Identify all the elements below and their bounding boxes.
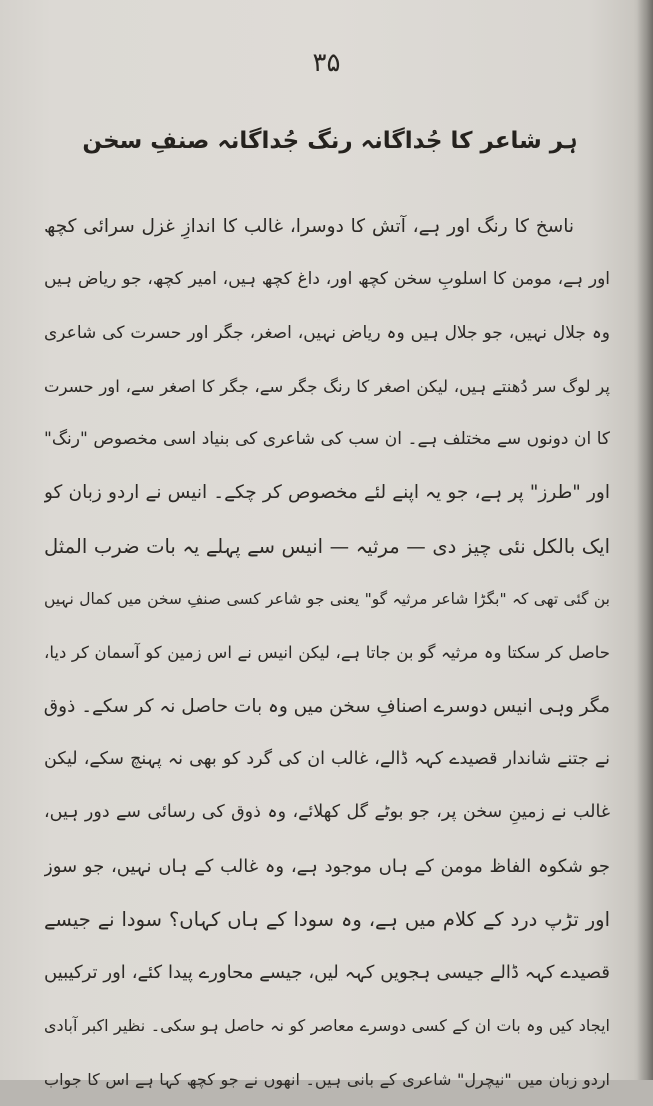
body-text xyxy=(44,200,610,1106)
text-line: ناسخ کا رنگ اور ہے، آتش کا دوسرا، غالب کا اندازِ غزل سرائی کچھ xyxy=(44,216,574,237)
text-line: مگر وہی انیس دوسرے اصنافِ سخن میں وہ بات حاصل نہ کر سکے۔ ذوق xyxy=(44,695,610,717)
text-line: نے جتنے شاندار قصیدے کہہ ڈالے، غالب ان کی گرد کو بھی نہ پہنچ سکے، لیکن xyxy=(44,748,610,769)
text-line: پر لوگ سر دُھنتے ہیں، لیکن اصغر کا رنگ جگر سے، جگر کا اصغر سے، اور حسرت xyxy=(44,376,610,396)
page-binding-shadow xyxy=(637,0,653,1080)
text-line: اردو زبان میں "نیچرل" شاعری کے بانی ہیں۔ انھوں نے جو کچھ کہا ہے اس کا جواب xyxy=(44,1069,610,1089)
text-line: جو شکوہ الفاظ مومن کے ہاں موجود ہے، وہ غالب کے ہاں نہیں، جو سوز xyxy=(44,855,610,877)
text-line: غالب نے زمینِ سخن پر، جو بوٹے گل کھلائے، وہ ذوق کی رسائی سے دور ہیں، xyxy=(44,802,610,823)
text-line: ایجاد کیں وہ بات ان کے کسی دوسرے معاصر کو نہ حاصل ہو سکی۔ نظیر اکبر آبادی xyxy=(44,1016,610,1036)
text-line: ایک بالکل نئی چیز دی — مرثیہ — انیس سے پہلے یہ بات ضرب المثل xyxy=(44,534,610,558)
text-line: قصیدے کہہ ڈالے جیسی ہجویں کہہ لیں، جیسے محاورے پیدا کئے، اور ترکیبیں xyxy=(44,962,610,984)
chapter-title: ہر شاعر کا جُداگانہ رنگ جُداگانہ صنفِ سخن xyxy=(82,128,578,154)
text-line: وہ جلال نہیں، جو جلال ہیں وہ ریاض نہیں، اصغر، جگر اور حسرت کی شاعری xyxy=(44,322,610,343)
text-line: حاصل کر سکتا وہ مرثیہ گو بن جاتا ہے، لیکن انیس نے اس زمین کو آسمان کر دیا، xyxy=(44,643,610,663)
text-line: بن گئی تھی کہ "بگڑا شاعر مرثیہ گو" یعنی جو شاعر کسی صنفِ سخن میں کمال نہیں xyxy=(44,590,610,609)
text-line: اور "طرز" پر ہے، جو یہ اپنے لئے مخصوص کر چکے۔ انیس نے اردو زبان کو xyxy=(44,482,610,504)
text-line: کا ان دونوں سے مختلف ہے۔ ان سب کی شاعری کی بنیاد اسی مخصوص "رنگ" xyxy=(44,429,610,450)
text-line: اور تڑپ درد کے کلام میں ہے، وہ سودا کے ہاں کہاں؟ سودا نے جیسے xyxy=(44,907,610,931)
text-line: اور ہے، مومن کا اسلوبِ سخن کچھ اور، داغ کچھ ہیں، امیر کچھ، جو ریاض ہیں xyxy=(44,269,610,290)
page-number: ۳۵ xyxy=(312,48,341,78)
